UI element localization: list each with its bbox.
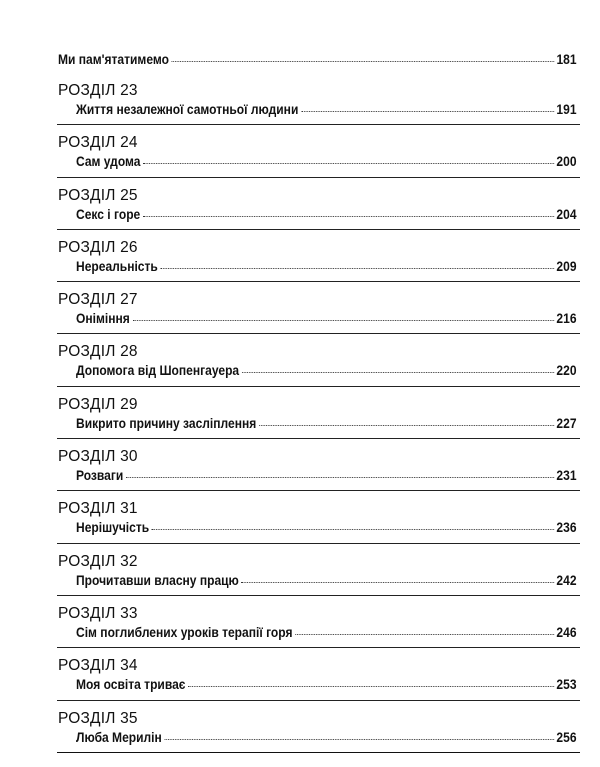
toc-line [76, 258, 577, 275]
dot-leader [188, 675, 554, 687]
dot-leader [143, 152, 554, 164]
dot-leader [132, 309, 553, 321]
toc-line [76, 624, 577, 641]
toc-line [76, 206, 577, 223]
chapter-page-number: 242 [556, 571, 577, 588]
toc-page-number: 181 [556, 51, 577, 67]
chapter-label: РОЗДІЛ 33 [58, 604, 138, 622]
chapter-title: Сім поглиблених уроків терапії горя [76, 623, 293, 640]
chapter-title: Прочитавши власну працю [76, 571, 239, 588]
toc-chapter-entry[interactable] [57, 491, 580, 543]
toc-chapter-entry[interactable] [57, 230, 580, 282]
toc-line [76, 310, 577, 327]
toc-line [76, 101, 577, 118]
dot-leader [172, 50, 554, 62]
chapter-label: РОЗДІЛ 25 [58, 186, 138, 204]
dot-leader [241, 571, 553, 583]
dot-leader [301, 100, 554, 112]
toc-chapter-entry[interactable] [57, 544, 580, 596]
toc-chapter-entry[interactable] [57, 439, 580, 491]
dot-leader [295, 623, 554, 635]
toc-chapter-entry[interactable] [57, 125, 580, 177]
chapter-list [57, 73, 580, 753]
table-of-contents [57, 47, 580, 753]
toc-line [76, 572, 577, 589]
toc-chapter-entry[interactable] [57, 334, 580, 386]
toc-entry-first[interactable] [57, 47, 580, 73]
chapter-page-number: 209 [556, 257, 577, 274]
chapter-label: РОЗДІЛ 29 [58, 395, 138, 413]
chapter-page-number: 227 [556, 414, 577, 431]
chapter-label: РОЗДІЛ 31 [58, 500, 138, 518]
chapter-page-number: 256 [556, 728, 577, 745]
dot-leader [160, 257, 553, 269]
chapter-title: Оніміння [76, 310, 130, 327]
toc-chapter-entry[interactable] [57, 596, 580, 648]
chapter-page-number: 231 [556, 467, 577, 484]
chapter-label: РОЗДІЛ 28 [58, 343, 138, 361]
chapter-title: Сам удома [76, 153, 141, 170]
toc-line [76, 467, 577, 484]
chapter-page-number: 246 [556, 623, 577, 640]
toc-chapter-entry[interactable] [57, 282, 580, 334]
toc-chapter-entry[interactable] [57, 648, 580, 700]
chapter-title: Розваги [76, 467, 124, 484]
chapter-page-number: 253 [556, 676, 577, 693]
chapter-page-number: 204 [556, 205, 577, 222]
chapter-page-number: 200 [556, 153, 577, 170]
dot-leader [164, 728, 553, 740]
chapter-label: РОЗДІЛ 32 [58, 552, 138, 570]
toc-chapter-entry[interactable] [57, 178, 580, 230]
toc-line [76, 362, 577, 379]
chapter-title: Секс і горе [76, 205, 141, 222]
toc-line [76, 676, 577, 693]
toc-chapter-entry[interactable] [57, 387, 580, 439]
chapter-page-number: 220 [556, 362, 577, 379]
toc-line [76, 519, 577, 536]
toc-entry-title: Ми пам'ятатимемо [58, 51, 169, 67]
chapter-label: РОЗДІЛ 30 [58, 448, 138, 466]
chapter-page-number: 236 [556, 519, 577, 536]
chapter-label: РОЗДІЛ 26 [58, 238, 138, 256]
toc-chapter-entry[interactable] [57, 73, 580, 125]
chapter-label: РОЗДІЛ 24 [58, 134, 138, 152]
dot-leader [259, 414, 554, 426]
dot-leader [152, 518, 554, 530]
chapter-label: РОЗДІЛ 23 [58, 82, 138, 99]
chapter-label: РОЗДІЛ 27 [58, 291, 138, 309]
chapter-title: Допомога від Шопенгауера [76, 362, 240, 379]
chapter-title: Нерішучість [76, 519, 150, 536]
chapter-page-number: 216 [556, 310, 577, 327]
chapter-page-number: 191 [556, 101, 577, 117]
chapter-title: Нереальність [76, 257, 158, 274]
toc-line [76, 729, 577, 746]
toc-line [76, 415, 577, 432]
chapter-title: Життя незалежної самотньої людини [76, 101, 299, 117]
chapter-title: Люба Мерилін [76, 728, 162, 745]
dot-leader [126, 466, 554, 478]
toc-chapter-entry[interactable] [57, 701, 580, 753]
chapter-label: РОЗДІЛ 34 [58, 657, 138, 675]
chapter-title: Моя освіта триває [76, 676, 186, 693]
chapter-title: Викрито причину засліплення [76, 414, 257, 431]
dot-leader [143, 205, 554, 217]
toc-line [76, 153, 577, 170]
chapter-label: РОЗДІЛ 35 [58, 709, 138, 727]
dot-leader [242, 361, 554, 373]
toc-line [58, 51, 577, 68]
